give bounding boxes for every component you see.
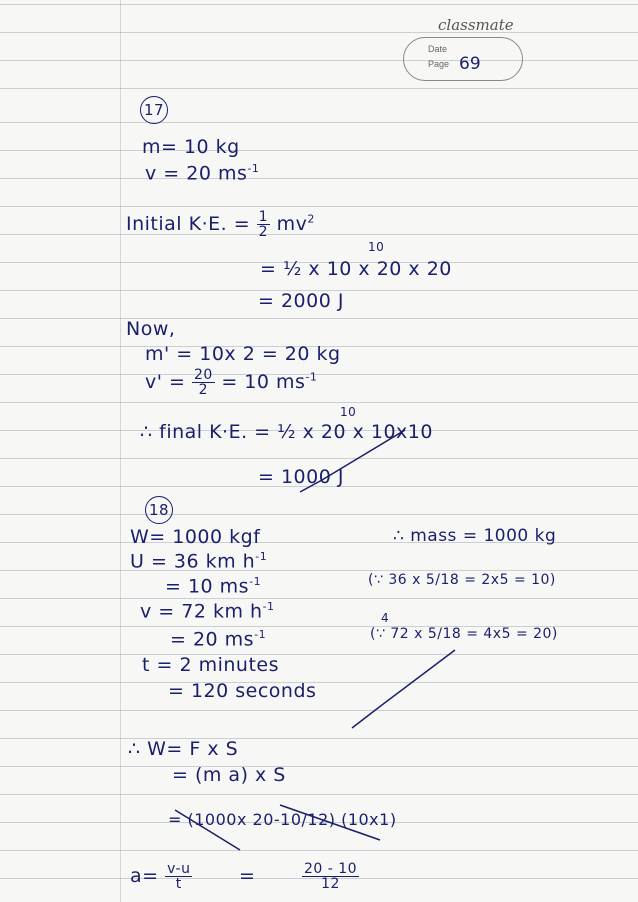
q17-new-mass: m' = 10x 2 = 20 kg [145, 343, 341, 365]
q18-v-conversion-note: (∵ 72 x 5/18 = 4x5 = 20) [370, 626, 558, 642]
q18-final-velocity: v = 72 km $h^{-1}$ [140, 600, 275, 623]
page-label: Page [428, 59, 450, 69]
q18-acceleration: a= $\frac{v-u}{t}$ = $\frac{20 - 10}{12}$ [130, 861, 358, 892]
date-label: Date [428, 44, 448, 54]
q18-v-carry: 4 [381, 611, 390, 625]
margin-line [120, 0, 121, 902]
q17-carry-2: 10 [340, 405, 357, 419]
q18-work-step-2: = (1000x 20-10/12) (10x1) [168, 810, 397, 829]
question-17-number: 17 [140, 96, 168, 124]
q17-new-velocity: v' = $\frac{20}{2}$ = 10 $ms^{-1}$ [145, 367, 318, 398]
question-18-number: 18 [145, 496, 173, 524]
q17-step-1: = ½ x 10 x 20 x 20 [260, 258, 452, 280]
check-mark-icon [352, 650, 455, 728]
q18-mass: ∴ mass = 1000 kg [393, 526, 557, 546]
page-number: 69 [459, 54, 481, 74]
q17-initial-ke: Initial K·E. = $\frac{1}{2}$ $mv^2$ [126, 209, 315, 240]
q17-step-2: = 2000 J [258, 290, 344, 312]
q18-time-seconds: = 120 seconds [168, 680, 317, 702]
q18-u-conversion-note: (∵ 36 x 5/18 = 2x5 = 10) [368, 572, 556, 588]
date-page-box [403, 37, 523, 81]
q18-weight: W= 1000 kgf [130, 526, 261, 548]
q18-final-velocity-si: = 20 $ms^{-1}$ [170, 628, 267, 651]
q18-work-step-1: = (m a) x S [172, 764, 286, 786]
brand-logo: classmate [438, 16, 514, 34]
q18-work-formula: ∴ W= F x S [128, 738, 239, 760]
q17-velocity: v = 20 $ms^{-1}$ [145, 162, 260, 185]
q17-now-label: Now, [126, 318, 176, 340]
q18-initial-velocity-si: = 10 $ms^{-1}$ [165, 575, 262, 598]
q17-final-result: = 1000 J [258, 466, 344, 488]
q18-initial-velocity: U = 36 km $h^{-1}$ [130, 550, 268, 573]
q18-time: t = 2 minutes [142, 654, 279, 676]
q17-mass: m= 10 kg [142, 136, 240, 158]
q17-carry-1: 10 [368, 240, 385, 254]
q17-final-ke: ∴ final K·E. = ½ x 20 x 10x10 [140, 421, 433, 443]
